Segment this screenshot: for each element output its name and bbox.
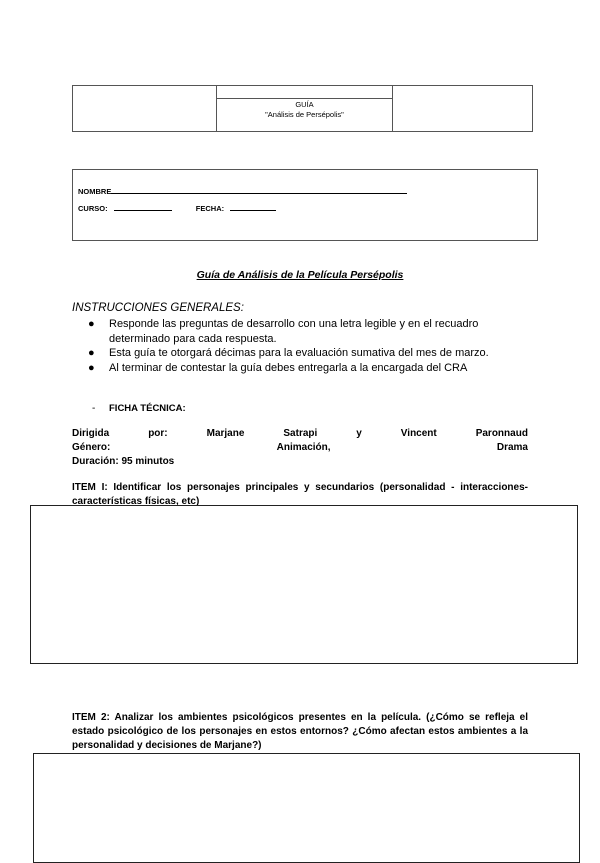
directed-word: y [356, 428, 362, 439]
directed-word: Dirigida [72, 428, 110, 439]
bullet-icon: ● [88, 318, 95, 330]
directed-word: Paronnaud [475, 428, 528, 439]
name-field-row [78, 187, 407, 196]
directed-word: Vincent [400, 428, 437, 439]
date-label: FECHA: [195, 204, 225, 213]
list-item [88, 317, 508, 346]
bullet-icon: ● [88, 347, 95, 359]
genre-row [72, 442, 528, 453]
course-date-row [78, 204, 276, 213]
genre-word: Animación, [276, 442, 331, 453]
header-table [72, 85, 533, 132]
item2-prompt: ITEM 2: Analizar los ambientes psicológicos presentes en la película. (¿Cómo se refleja el estado psicológico de los personajes en estos entornos? ¿Cómo afectan estos ambientes a la personalidad y decisiones de Marjane?) [72, 712, 528, 751]
duration-line: Duración: 95 minutos [72, 456, 175, 467]
item2-answer-box[interactable] [33, 753, 580, 863]
instructions-list [88, 317, 508, 375]
student-info-box [72, 169, 538, 241]
genre-word: Género: [72, 442, 111, 453]
ficha-dash: - [92, 403, 96, 414]
directed-word: por: [148, 428, 168, 439]
header-right-cell [392, 86, 532, 131]
header-middle-cell [216, 100, 393, 120]
guia-label: GUÍA [295, 100, 314, 109]
item1-prompt: ITEM I: Identificar los personajes principales y secundarios (personalidad - interacciones- características físicas, etc) [72, 482, 528, 507]
course-label: CURSO: [78, 204, 108, 213]
directed-word: Satrapi [283, 428, 318, 439]
list-item [88, 361, 508, 376]
bullet-icon: ● [88, 361, 95, 374]
directed-by-row [72, 428, 528, 439]
genre-word: Drama [496, 442, 528, 453]
instruction-text: Al terminar de contestar la guía debes entregarla a la encargada del CRA [109, 361, 468, 374]
ficha-tecnica-heading: FICHA TÉCNICA: [109, 403, 186, 414]
date-input-line[interactable] [230, 204, 276, 211]
name-input-line[interactable] [111, 187, 407, 194]
header-middle-top-cell [216, 86, 393, 99]
instruction-text: Responde las preguntas de desarrollo con una letra legible y en el recuadro determinado para cada respuesta. [109, 318, 479, 345]
header-left-cell [73, 86, 217, 131]
instructions-heading: INSTRUCCIONES GENERALES: [72, 302, 244, 314]
item1-answer-box[interactable] [30, 505, 578, 664]
guia-title: "Análisis de Persépolis" [265, 110, 344, 119]
name-label: NOMBRE [78, 187, 112, 196]
course-input-line[interactable] [114, 204, 172, 211]
list-item [88, 346, 508, 361]
document-title: Guía de Análisis de la Película Persépolis [196, 269, 404, 281]
directed-word: Marjane [206, 428, 245, 439]
instruction-text: Esta guía te otorgará décimas para la evaluación sumativa del mes de marzo. [109, 347, 489, 359]
